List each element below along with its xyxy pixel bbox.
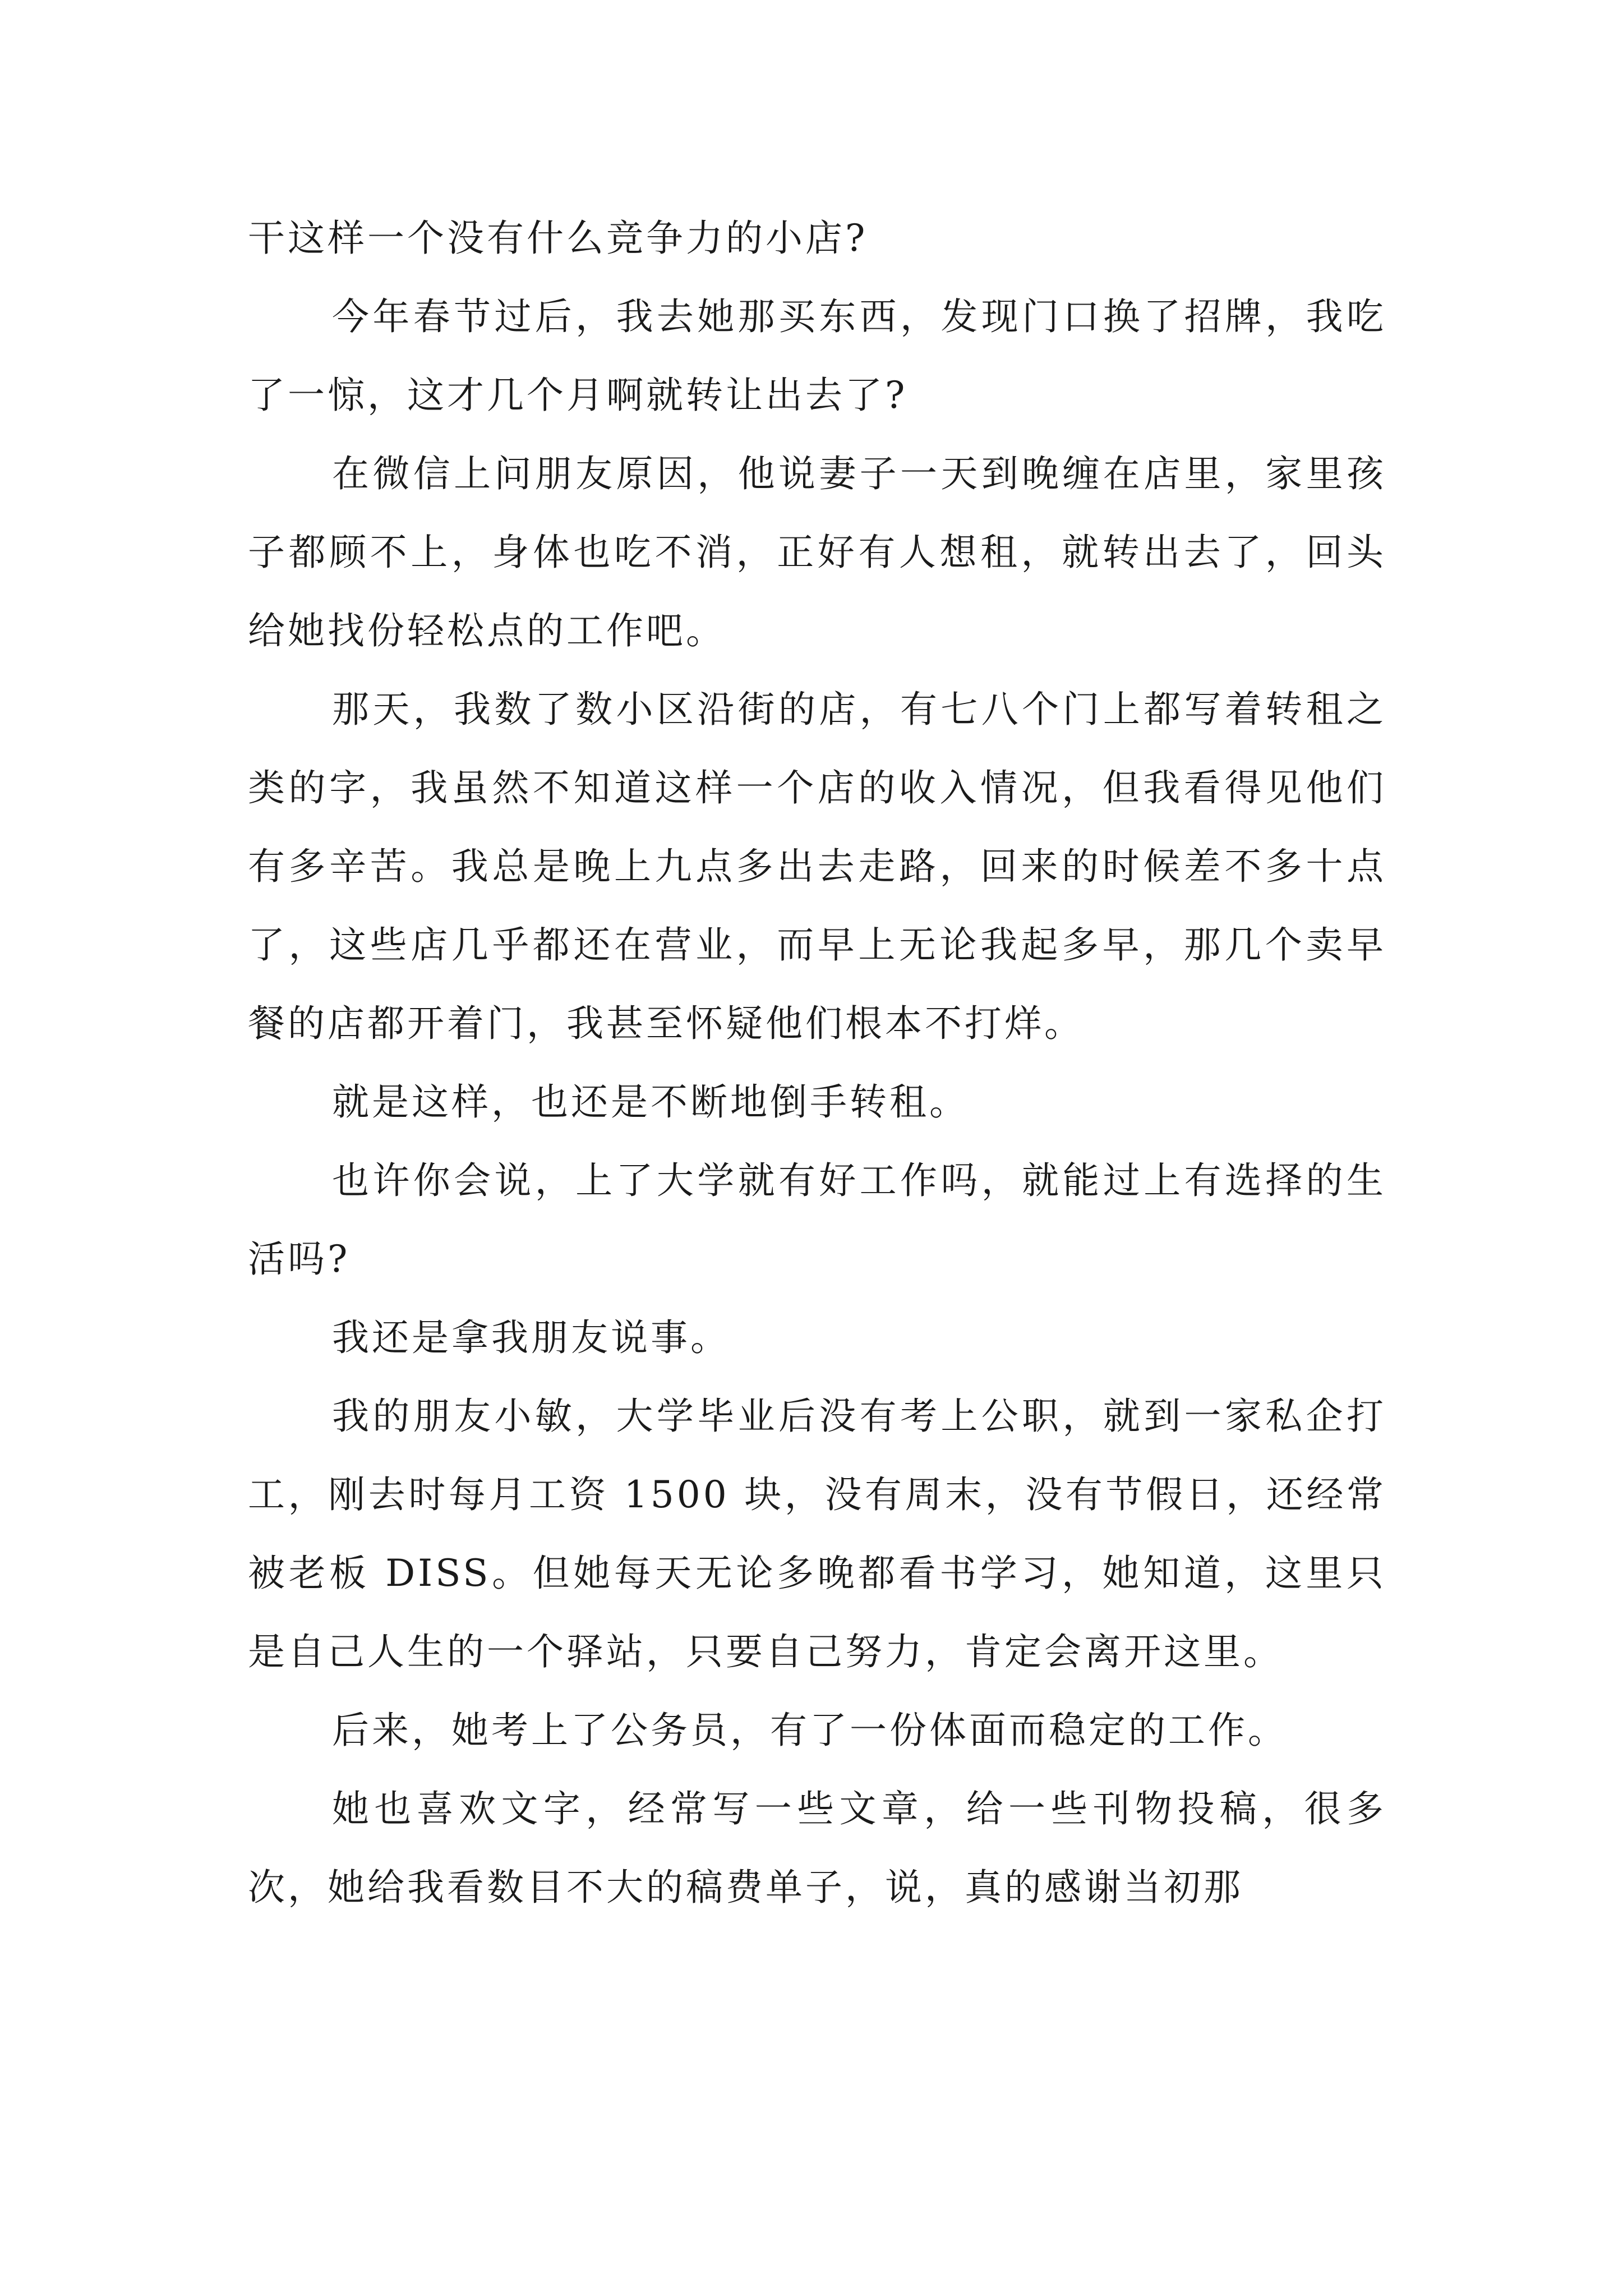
paragraph: 那天，我数了数小区沿街的店，有七八个门上都写着转租之类的字，我虽然不知道这样一个店的收入情况，但我看得见他们有多辛苦。我总是晚上九点多出去走路，回来的时候差不多十点了，这些店几乎都还在营业，而早上无论我起多早，那几个卖早餐的店都开着门，我甚至怀疑他们根本不打烊。 <box>248 688 1386 1045</box>
paragraph: 干这样一个没有什么竞争力的小店? <box>248 217 868 260</box>
paragraph: 我还是拿我朋友说事。 <box>332 1316 730 1359</box>
paragraph: 后来，她考上了公务员，有了一份体面而稳定的工作。 <box>332 1709 1288 1752</box>
paragraph: 也许你会说，上了大学就有好工作吗，就能过上有选择的生活吗? <box>248 1159 1386 1281</box>
paragraph: 在微信上问朋友原因，他说妻子一天到晚缠在店里，家里孩子都顾不上，身体也吃不消，正好有人想租，就转出去了，回头给她找份轻松点的工作吧。 <box>248 452 1386 652</box>
paragraph: 我的朋友小敏，大学毕业后没有考上公职，就到一家私企打工，刚去时每月工资 1500 块，没有周末，没有节假日，还经常被老板 DISS。但她每天无论多晚都看书学习，她知道，这里只是自己人生的一个驿站，只要自己努力，肯定会离开这里。 <box>248 1395 1386 1673</box>
paragraph: 就是这样，也还是不断地倒手转租。 <box>332 1080 969 1124</box>
document-body <box>248 199 1386 1927</box>
paragraph: 她也喜欢文字，经常写一些文章，给一些刊物投稿，很多次，她给我看数目不大的稿费单子，说，真的感谢当初那 <box>248 1787 1386 1909</box>
paragraph: 今年春节过后，我去她那买东西，发现门口换了招牌，我吃了一惊，这才几个月啊就转让出去了? <box>248 295 1386 417</box>
